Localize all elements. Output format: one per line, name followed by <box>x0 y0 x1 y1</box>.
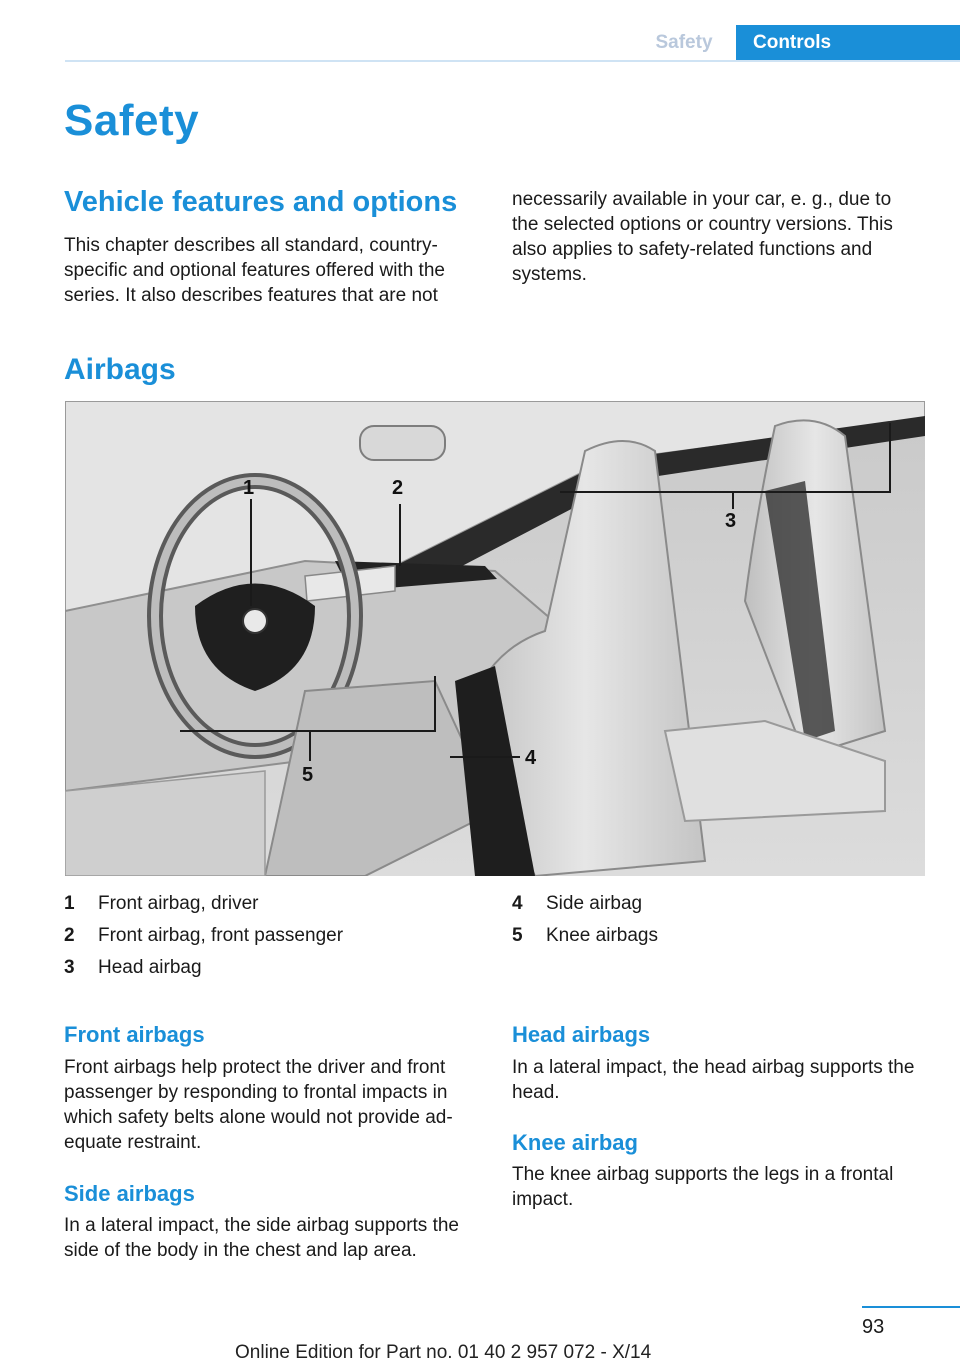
legend-label: Side airbag <box>546 893 643 914</box>
header-tabs <box>634 25 960 61</box>
knee-airbag-heading: Knee airbag <box>512 1130 638 1155</box>
figure-legend-col2 <box>512 888 658 952</box>
legend-item <box>512 888 658 920</box>
vehicle-features-heading: Vehicle features and options <box>64 186 458 218</box>
legend-item <box>512 920 658 952</box>
side-airbags-text: In a lateral impact, the side airbag supports the side of the body in the chest and lap area. <box>64 1215 460 1261</box>
legend-label: Front airbag, driver <box>98 893 259 914</box>
head-airbags-heading: Head airbags <box>512 1022 651 1047</box>
front-airbags-heading: Front airbags <box>64 1022 205 1047</box>
legend-label: Head airbag <box>98 957 202 978</box>
header-divider <box>65 60 960 62</box>
callout-2: 2 <box>392 477 404 499</box>
legend-number: 1 <box>64 893 75 914</box>
airbag-locations-illustration <box>65 401 925 876</box>
callout-5: 5 <box>302 764 314 786</box>
legend-label: Knee airbags <box>546 925 658 946</box>
airbags-heading: Airbags <box>64 353 176 386</box>
legend-number: 3 <box>64 957 75 978</box>
footer-divider <box>862 1306 960 1308</box>
legend-number: 4 <box>512 893 523 914</box>
vehicle-features-text-col1: This chapter describes all standard, country-specific and optional features offered with the series. It also describes features that are not <box>64 235 445 306</box>
legend-item <box>64 920 343 952</box>
legend-number: 5 <box>512 925 523 946</box>
tab-safety[interactable]: Safety <box>655 32 713 53</box>
knee-airbag-text: The knee airbag supports the legs in a frontal impact. <box>512 1164 894 1210</box>
figure-legend-col1 <box>64 888 343 984</box>
head-airbags-text: In a lateral impact, the head airbag supports the head. <box>512 1057 915 1103</box>
callout-4: 4 <box>525 747 537 769</box>
page-title: Safety <box>64 96 200 145</box>
tab-controls[interactable]: Controls <box>736 25 960 61</box>
legend-label: Front airbag, front passenger <box>98 925 344 946</box>
front-airbags-text: Front airbags help protect the driver and front passenger by responding to frontal impacts in which safety belts alone would not provide ad-equate restraint. <box>64 1057 453 1153</box>
legend-item <box>64 952 343 984</box>
callout-1: 1 <box>243 477 255 499</box>
legend-item <box>64 888 343 920</box>
side-airbags-heading: Side airbags <box>64 1181 195 1206</box>
car-interior-drawing <box>65 401 925 876</box>
callout-3: 3 <box>725 510 737 532</box>
edition-footer: Online Edition for Part no. 01 40 2 957 072 - X/14 <box>235 1342 652 1363</box>
vehicle-features-text-col2: necessarily available in your car, e. g., due to the selected options or country versions. This also applies to safety-related functions and systems. <box>512 189 893 285</box>
page-number: 93 <box>862 1316 885 1338</box>
legend-number: 2 <box>64 925 75 946</box>
